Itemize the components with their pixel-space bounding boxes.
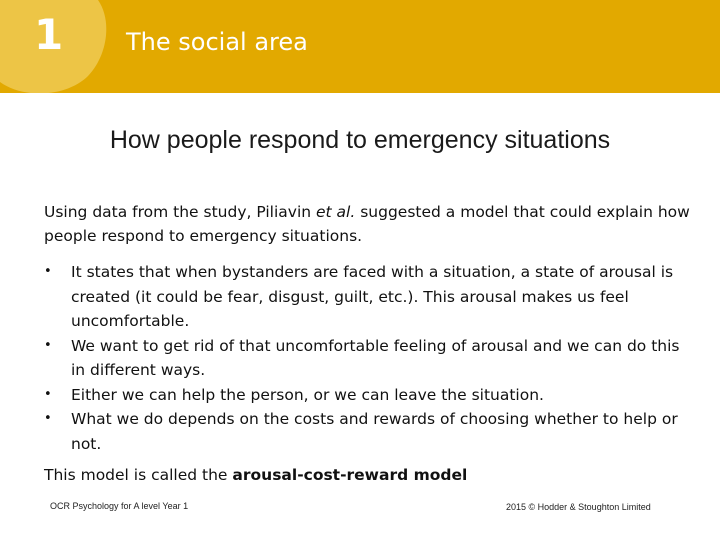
bullet-icon: •: [44, 337, 52, 353]
list-item: [44, 407, 694, 456]
footer-book-title: OCR Psychology for A level Year 1: [50, 501, 189, 511]
model-name: arousal-cost-reward model: [232, 466, 468, 484]
list-item: [44, 260, 694, 334]
intro-text-italic: et al.: [316, 203, 356, 221]
bullet-text: It states that when bystanders are faced with a situation, a state of arousal is created (it could be fear, disgust, guilt, etc.). This arousal makes us feel uncomfortable.: [71, 263, 674, 330]
bullet-list: [44, 260, 694, 456]
header-bar: [0, 0, 720, 93]
conclusion-paragraph: [44, 463, 694, 487]
intro-text-end: suggested a model that could explain how people respond to emergency situations.: [44, 203, 690, 245]
bullet-text: Either we can help the person, or we can leave the situation.: [71, 385, 544, 404]
slide-title: How people respond to emergency situations: [109, 126, 611, 154]
bullet-text: What we do depends on the costs and rewards of choosing whether to help or not.: [71, 410, 678, 453]
bullet-icon: •: [44, 264, 52, 279]
intro-text-start: Using data from the study, Piliavin: [44, 203, 317, 221]
footer-copyright: 2015 © Hodder & Stoughton Limited: [506, 502, 651, 512]
intro-paragraph: [44, 200, 694, 248]
bullet-text: We want to get rid of that uncomfortable feeling of arousal and we can do this in different ways.: [71, 336, 680, 379]
list-item: [44, 383, 694, 408]
bullet-icon: •: [44, 411, 52, 426]
list-item: [44, 334, 694, 383]
bullet-icon: •: [44, 386, 52, 402]
chapter-badge: [0, 0, 108, 93]
section-title: The social area: [126, 28, 308, 56]
chapter-number: 1: [34, 10, 64, 59]
conclusion-text: This model is called the: [44, 466, 233, 484]
